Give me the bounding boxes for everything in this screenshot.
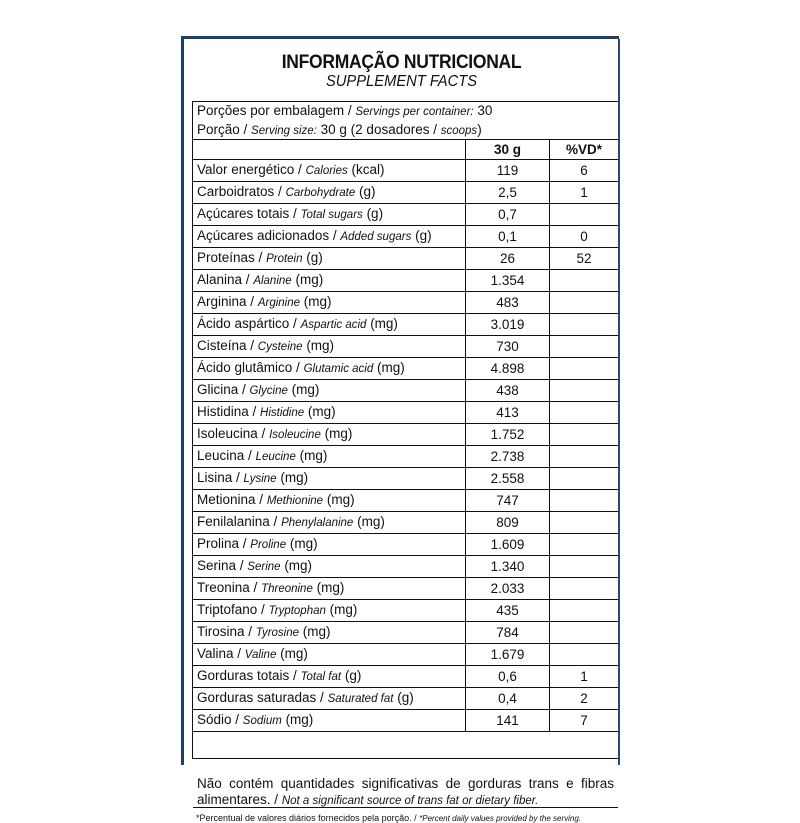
nutrient-amount: 0,4	[466, 688, 550, 710]
nutrient-daily-value: 52	[550, 248, 619, 270]
nutrient-name: Glicina / Glycine (mg)	[193, 380, 466, 402]
amount-column-header: 30 g	[466, 140, 550, 160]
nutrient-amount: 1.340	[466, 556, 550, 578]
nutrient-amount: 2.033	[466, 578, 550, 600]
table-row	[193, 292, 618, 314]
table-row	[193, 182, 618, 204]
nutrient-name: Sódio / Sodium (mg)	[193, 710, 466, 732]
table-row	[193, 644, 618, 666]
nutrient-amount: 0,1	[466, 226, 550, 248]
nutrient-amount: 1.609	[466, 534, 550, 556]
nutrient-name: Açúcares totais / Total sugars (g)	[193, 204, 466, 226]
nutrient-daily-value	[550, 600, 619, 622]
table-row	[193, 512, 618, 534]
nutrient-name: Gorduras totais / Total fat (g)	[193, 666, 466, 688]
table-row	[193, 468, 618, 490]
nutrient-amount: 1.679	[466, 644, 550, 666]
nutrient-name: Triptofano / Tryptophan (mg)	[193, 600, 466, 622]
nutrient-amount: 2,5	[466, 182, 550, 204]
nutrient-name: Metionina / Methionine (mg)	[193, 490, 466, 512]
nutrient-name: Tirosina / Tyrosine (mg)	[193, 622, 466, 644]
table-row	[193, 446, 618, 468]
nutrient-name: Proteínas / Protein (g)	[193, 248, 466, 270]
nutrient-name: Prolina / Proline (mg)	[193, 534, 466, 556]
nutrient-amount: 0,6	[466, 666, 550, 688]
nutrient-daily-value: 0	[550, 226, 619, 248]
nutrient-name: Ácido aspártico / Aspartic acid (mg)	[193, 314, 466, 336]
nutrient-daily-value	[550, 270, 619, 292]
table-row	[193, 204, 618, 226]
nutrient-daily-value	[550, 490, 619, 512]
nutrient-daily-value: 7	[550, 710, 619, 732]
nutrient-daily-value	[550, 512, 619, 534]
nutrient-daily-value	[550, 402, 619, 424]
nutrient-amount: 438	[466, 380, 550, 402]
table-row	[193, 578, 618, 600]
label-title: INFORMAÇÃO NUTRICIONAL	[281, 52, 522, 73]
nutrient-name: Arginina / Arginine (mg)	[193, 292, 466, 314]
facts-box	[192, 101, 619, 823]
nutrition-label	[181, 36, 619, 823]
table-header-row	[193, 140, 618, 160]
nutrient-daily-value: 1	[550, 666, 619, 688]
nutrient-daily-value	[550, 292, 619, 314]
nutrient-daily-value: 2	[550, 688, 619, 710]
nutrient-daily-value	[550, 204, 619, 226]
table-row	[193, 314, 618, 336]
nutrient-daily-value	[550, 446, 619, 468]
nutrient-daily-value	[550, 468, 619, 490]
nutrient-daily-value	[550, 380, 619, 402]
nutrient-name: Histidina / Histidine (mg)	[193, 402, 466, 424]
nutrient-amount: 26	[466, 248, 550, 270]
table-row	[193, 402, 618, 424]
trans-fat-note: Não contém quantidades significativas de gorduras trans e fibras alimentares. / Not a significant source of trans fat or dietary fiber.	[197, 776, 614, 807]
table-row	[193, 490, 618, 512]
daily-value-footnote: *Percentual de valores diários fornecidos pela porção. / *Percent daily values provided by the serving.	[193, 807, 618, 823]
nutrient-name: Lisina / Lysine (mg)	[193, 468, 466, 490]
nutrient-amount: 730	[466, 336, 550, 358]
nutrient-name: Isoleucina / Isoleucine (mg)	[193, 424, 466, 446]
nutrient-daily-value	[550, 578, 619, 600]
nutrient-amount: 784	[466, 622, 550, 644]
table-row	[193, 270, 618, 292]
label-header	[184, 53, 619, 90]
nutrient-amount: 1.752	[466, 424, 550, 446]
table-row	[193, 248, 618, 270]
label-subtitle: SUPPLEMENT FACTS	[325, 73, 478, 90]
dv-column-header: %VD*	[550, 140, 619, 160]
nutrient-amount: 3.019	[466, 314, 550, 336]
table-row	[193, 688, 618, 710]
nutrient-amount: 809	[466, 512, 550, 534]
nutrient-daily-value	[550, 622, 619, 644]
serving-size: Porção / Serving size: 30 g (2 dosadores / scoops)	[197, 122, 482, 137]
nutrient-name: Serina / Serine (mg)	[193, 556, 466, 578]
table-row	[193, 600, 618, 622]
table-row	[193, 666, 618, 688]
nutrient-amount: 483	[466, 292, 550, 314]
nutrient-name: Cisteína / Cysteine (mg)	[193, 336, 466, 358]
nutrient-name: Leucina / Leucine (mg)	[193, 446, 466, 468]
nutrient-amount: 747	[466, 490, 550, 512]
nutrient-amount: 2.558	[466, 468, 550, 490]
table-row	[193, 358, 618, 380]
servings-info	[193, 102, 618, 140]
nutrient-name: Carboidratos / Carbohydrate (g)	[193, 182, 466, 204]
nutrient-name: Açúcares adicionados / Added sugars (g)	[193, 226, 466, 248]
nutrient-daily-value	[550, 358, 619, 380]
nutrient-amount: 1.354	[466, 270, 550, 292]
nutrient-amount: 119	[466, 160, 550, 182]
nutrition-table	[193, 140, 618, 732]
nutrient-name: Fenilalanina / Phenylalanine (mg)	[193, 512, 466, 534]
nutrient-daily-value: 1	[550, 182, 619, 204]
nutrient-daily-value	[550, 556, 619, 578]
table-row	[193, 336, 618, 358]
nutrient-amount: 413	[466, 402, 550, 424]
nutrient-name: Ácido glutâmico / Glutamic acid (mg)	[193, 358, 466, 380]
table-row	[193, 622, 618, 644]
nutrient-daily-value	[550, 424, 619, 446]
nutrient-amount: 0,7	[466, 204, 550, 226]
nutrient-amount: 435	[466, 600, 550, 622]
nutrient-amount: 2.738	[466, 446, 550, 468]
nutrient-daily-value	[550, 336, 619, 358]
nutrient-amount: 4.898	[466, 358, 550, 380]
nutrient-name: Gorduras saturadas / Saturated fat (g)	[193, 688, 466, 710]
nutrient-name: Valor energético / Calories (kcal)	[193, 160, 466, 182]
table-row	[193, 534, 618, 556]
nutrient-daily-value	[550, 534, 619, 556]
table-row	[193, 710, 618, 732]
table-row	[193, 556, 618, 578]
nutrient-daily-value	[550, 314, 619, 336]
nutrient-name: Treonina / Threonine (mg)	[193, 578, 466, 600]
table-row	[193, 226, 618, 248]
servings-per-container: Porções por embalagem / Servings per container: 30	[197, 103, 493, 118]
nutrient-name: Valina / Valine (mg)	[193, 644, 466, 666]
table-row	[193, 380, 618, 402]
nutrient-name: Alanina / Alanine (mg)	[193, 270, 466, 292]
nutrient-daily-value	[550, 644, 619, 666]
table-row	[193, 160, 618, 182]
nutrient-amount: 141	[466, 710, 550, 732]
table-row	[193, 424, 618, 446]
nutrient-daily-value: 6	[550, 160, 619, 182]
